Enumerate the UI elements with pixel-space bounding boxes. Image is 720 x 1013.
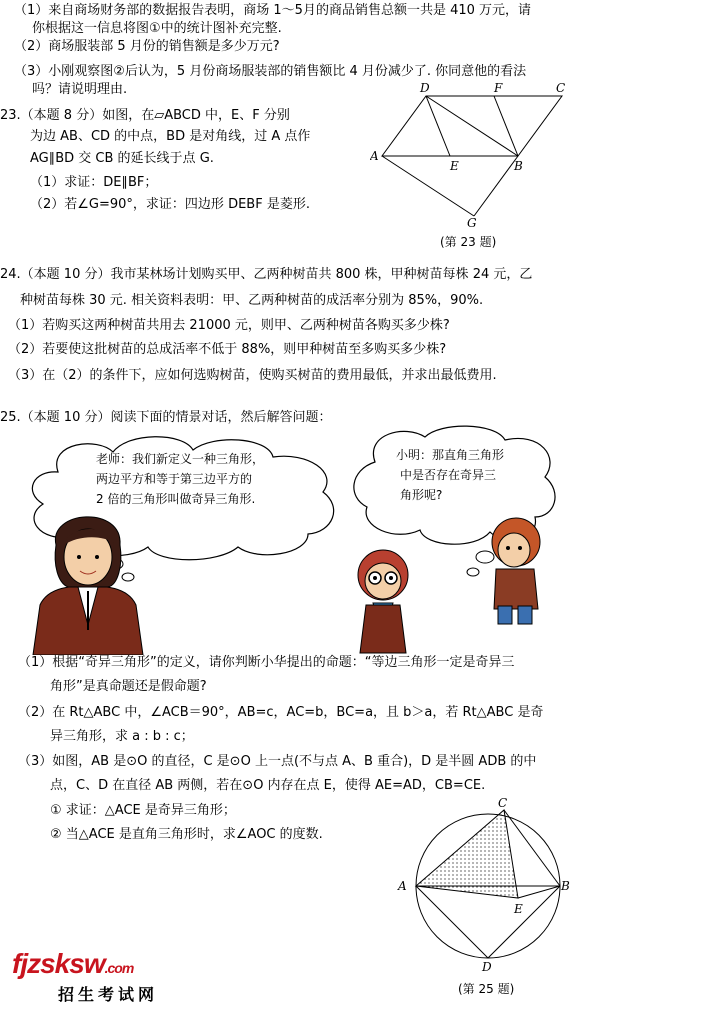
label-c: C	[556, 82, 566, 95]
q22-part3-line2: 吗？请说明理由.	[32, 82, 128, 97]
q25-part3-line2: 点，C、D 在直径 AB 两侧，若在⊙O 内存在点 E，使得 AE=AD，CB=CE.	[50, 778, 486, 793]
label-a: A	[398, 879, 407, 893]
q24-part1: （1）若购买这两种树苗共用去 21000 元，则甲、乙两种树苗各购买多少株?	[8, 318, 450, 333]
label-a: A	[370, 149, 379, 163]
girl-cartoon-image	[348, 545, 418, 655]
q22-part1-line2: 你根据这一信息将图①中的统计图补充完整.	[32, 21, 282, 36]
q25-caption: (第 25 题)	[458, 982, 515, 996]
site-logo-suffix: .com	[104, 960, 134, 976]
label-f: F	[494, 82, 503, 95]
teacher-line2: 两边平方和等于第三边平方的	[96, 472, 253, 486]
q23-line1: 23.（本题 8 分）如图，在▱ABCD 中，E、F 分别	[0, 108, 290, 123]
q25-part2-line1: （2）在 Rt△ABC 中，∠ACB＝90°，AB=c，AC=b，BC=a，且 b＞a，若 Rt△ABC 是奇	[18, 705, 544, 720]
q25-part3-line1: （3）如图，AB 是⊙O 的直径，C 是⊙O 上一点(不与点 A、B 重合)，D 是半圆 ADB 的中	[18, 754, 537, 769]
xiaoming-line1: 小明：那直角三角形	[396, 448, 505, 462]
teacher-cartoon-image	[28, 505, 148, 655]
q22-part1-line1: （1）来自商场财务部的数据报告表明，商场 1～5月的商品销售总额一共是 410 万元，请	[14, 3, 532, 18]
site-logo-text: fjzsksw	[12, 948, 105, 979]
site-logo	[12, 948, 133, 980]
q23-part2: （2）若∠G=90°，求证：四边形 DEBF 是菱形.	[30, 197, 310, 212]
q22-part2: （2）商场服装部 5 月份的销售额是多少万元?	[14, 39, 280, 54]
q25-part3-item1: ① 求证：△ACE 是奇异三角形；	[50, 803, 236, 818]
q23-line2: 为边 AB、CD 的中点，BD 是对角线，过 A 点作	[30, 129, 311, 144]
xiaoming-line2: 中是否存在奇异三	[400, 468, 497, 482]
xiaoming-line3: 角形呢?	[400, 488, 443, 502]
label-b: B	[561, 879, 570, 893]
q24-part2: （2）若要使这批树苗的总成活率不低于 88%，则甲种树苗至多购买多少株?	[8, 342, 447, 357]
boy-cartoon-image	[482, 514, 552, 629]
segment-ag	[382, 156, 474, 216]
label-d: D	[420, 82, 430, 95]
q25-part1-line1: （1）根据“奇异三角形”的定义，请你判断小华提出的命题：“等边三角形一定是奇异三	[18, 655, 515, 670]
q25-part3-item2: ② 当△ACE 是直角三角形时，求∠AOC 的度数.	[50, 827, 323, 842]
q25-intro: 25.（本题 10 分）阅读下面的情景对话，然后解答问题：	[0, 410, 332, 425]
label-e: E	[514, 902, 523, 916]
segment-bg	[474, 156, 518, 216]
triangle-ace	[416, 810, 518, 898]
q24-part3: （3）在（2）的条件下，应如何选购树苗，使购买树苗的费用最低，并求出最低费用.	[8, 368, 497, 383]
label-c: C	[498, 798, 508, 810]
q25-part2-line2: 异三角形，求 a : b : c；	[50, 729, 194, 744]
q23-figure	[370, 82, 590, 252]
label-b: B	[514, 159, 523, 173]
teacher-line3: 2 倍的三角形叫做奇异三角形.	[96, 492, 256, 506]
site-logo-subtitle: 招生考试网	[58, 985, 159, 1004]
label-e: E	[450, 159, 459, 173]
label-g: G	[467, 216, 477, 230]
q24-line1: 24.（本题 10 分）我市某林场计划购买甲、乙两种树苗共 800 株，甲种树苗每株 24 元，乙	[0, 267, 533, 282]
label-d: D	[482, 960, 492, 974]
q23-part1: （1）求证：DE∥BF；	[30, 175, 158, 190]
diagonal-bd	[426, 96, 518, 156]
segment-bf	[494, 96, 518, 156]
q22-part3-line1: （3）小刚观察图②后认为，5 月份商场服装部的销售额比 4 月份减少了. 你同意他的看法	[14, 64, 527, 79]
segment-de	[426, 96, 450, 156]
q25-figure	[392, 798, 582, 978]
q23-line3: AG∥BD 交 CB 的延长线于点 G.	[30, 151, 214, 166]
q23-caption: (第 23 题)	[440, 235, 497, 249]
teacher-line1: 老师：我们新定义一种三角形，	[96, 452, 265, 466]
q24-line2: 种树苗每株 30 元. 相关资料表明：甲、乙两种树苗的成活率分别为 85%，90%.	[20, 293, 484, 308]
q25-part1-line2: 角形”是真命题还是假命题?	[50, 679, 207, 694]
